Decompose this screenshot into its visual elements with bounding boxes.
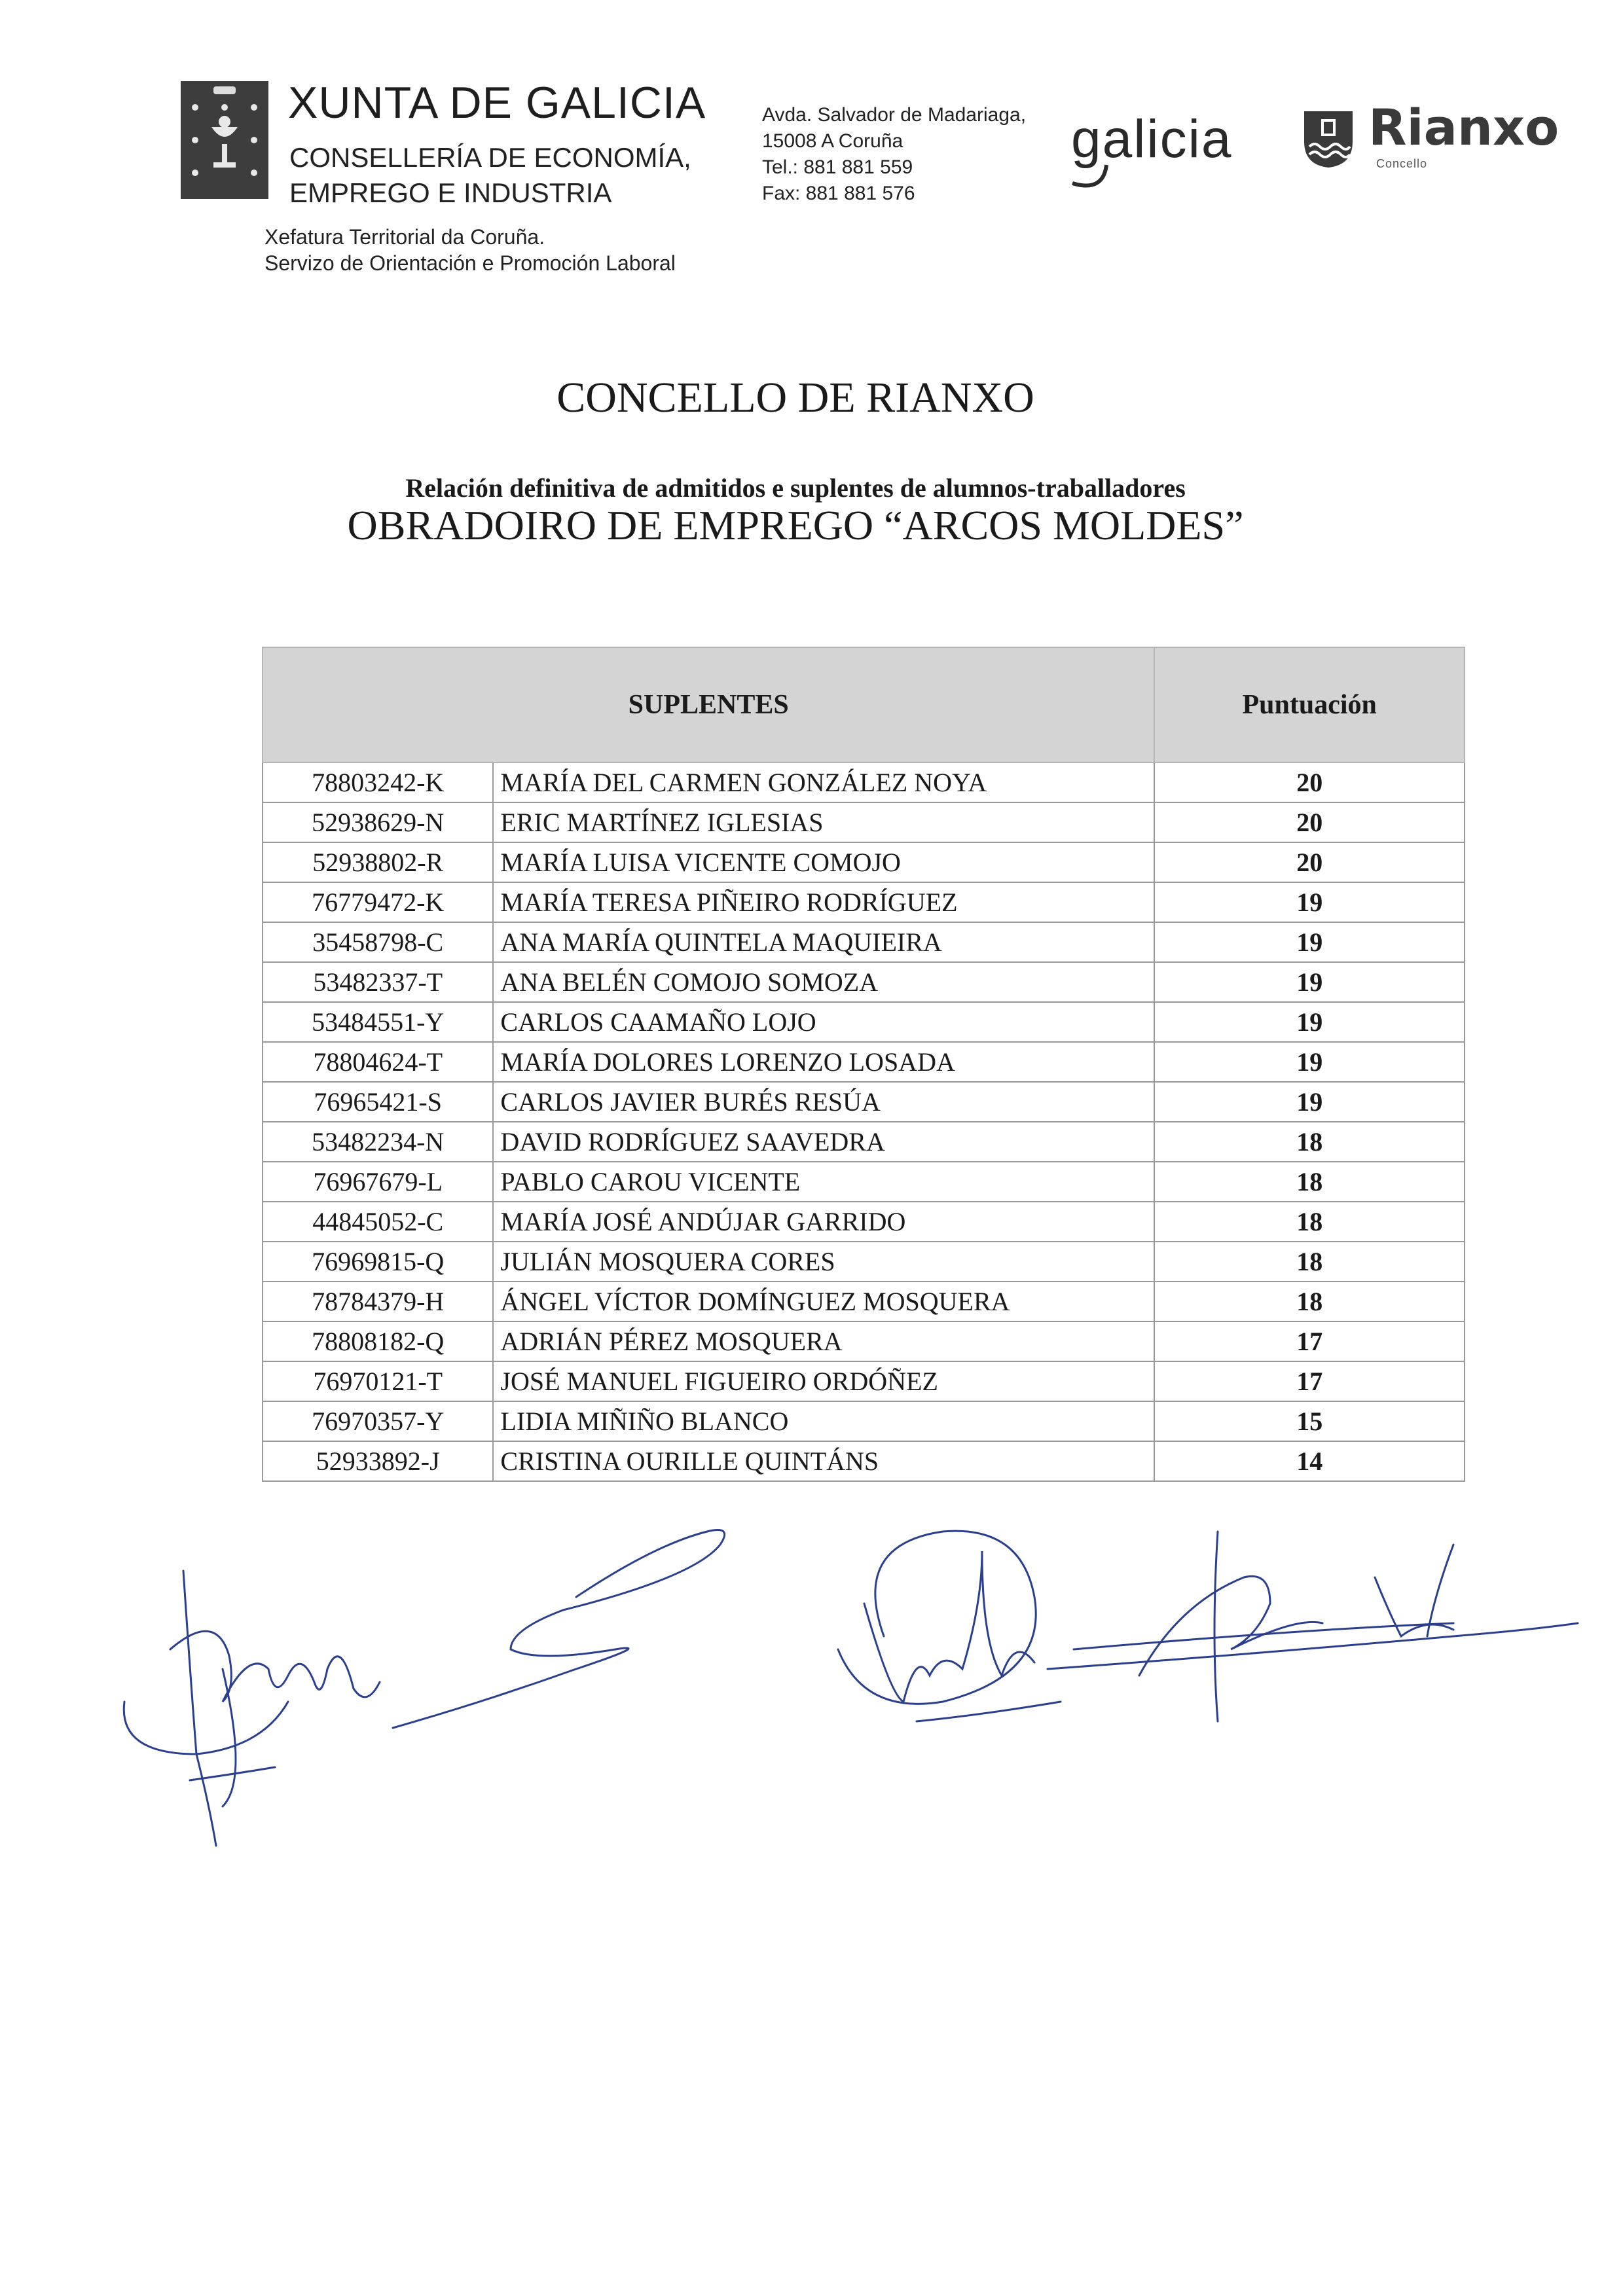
name-cell: CARLOS CAAMAÑO LOJO bbox=[493, 1002, 1154, 1042]
table-row bbox=[263, 1082, 1465, 1122]
score-cell: 17 bbox=[1154, 1321, 1465, 1361]
score-cell: 18 bbox=[1154, 1202, 1465, 1242]
name-cell: JOSÉ MANUEL FIGUEIRO ORDÓÑEZ bbox=[493, 1361, 1154, 1401]
dni-cell: 78803242-K bbox=[263, 762, 493, 802]
score-cell: 19 bbox=[1154, 922, 1465, 962]
signature-3 bbox=[838, 1531, 1061, 1721]
department-line: CONSELLERÍA DE ECONOMÍA, bbox=[289, 142, 691, 173]
name-cell: LIDIA MIÑIÑO BLANCO bbox=[493, 1401, 1154, 1441]
score-cell: 19 bbox=[1154, 962, 1465, 1002]
department-line: EMPREGO E INDUSTRIA bbox=[289, 177, 612, 208]
score-cell: 18 bbox=[1154, 1162, 1465, 1202]
signatures bbox=[118, 1505, 1584, 1872]
dni-cell: 52933892-J bbox=[263, 1441, 493, 1481]
rianxo-logo-sub: Concello bbox=[1376, 157, 1428, 170]
name-cell: ANA MARÍA QUINTELA MAQUIEIRA bbox=[493, 922, 1154, 962]
substitutes-table bbox=[262, 647, 1465, 1482]
table-row bbox=[263, 922, 1465, 962]
document-title: CONCELLO DE RIANXO bbox=[556, 374, 1034, 422]
table-row bbox=[263, 1002, 1465, 1042]
name-cell: ANA BELÉN COMOJO SOMOZA bbox=[493, 962, 1154, 1002]
table-row bbox=[263, 962, 1465, 1002]
rianxo-logo-name: Rianxo bbox=[1368, 98, 1559, 156]
dni-cell: 76965421-S bbox=[263, 1082, 493, 1122]
score-cell: 18 bbox=[1154, 1122, 1465, 1162]
name-cell: DAVID RODRÍGUEZ SAAVEDRA bbox=[493, 1122, 1154, 1162]
address-line: 15008 A Coruña bbox=[762, 130, 903, 152]
table-row bbox=[263, 1321, 1465, 1361]
name-cell: ADRIÁN PÉREZ MOSQUERA bbox=[493, 1321, 1154, 1361]
table-row bbox=[263, 1162, 1465, 1202]
dni-cell: 76969815-Q bbox=[263, 1242, 493, 1282]
dni-cell: 78784379-H bbox=[263, 1282, 493, 1321]
dni-cell: 76779472-K bbox=[263, 882, 493, 922]
table-row bbox=[263, 1042, 1465, 1082]
document-subtitle: Relación definitiva de admitidos e suplentes de alumnos-traballadores bbox=[405, 473, 1186, 503]
dni-cell: 44845052-C bbox=[263, 1202, 493, 1242]
dni-cell: 35458798-C bbox=[263, 922, 493, 962]
signature-2 bbox=[393, 1530, 725, 1729]
dni-cell: 53484551-Y bbox=[263, 1002, 493, 1042]
dni-cell: 76970121-T bbox=[263, 1361, 493, 1401]
score-cell: 19 bbox=[1154, 882, 1465, 922]
dni-cell: 52938629-N bbox=[263, 802, 493, 842]
dni-cell: 76970357-Y bbox=[263, 1401, 493, 1441]
dni-cell: 76967679-L bbox=[263, 1162, 493, 1202]
name-cell: PABLO CAROU VICENTE bbox=[493, 1162, 1154, 1202]
score-cell: 20 bbox=[1154, 842, 1465, 882]
table-header-row bbox=[263, 647, 1465, 762]
table-row bbox=[263, 1441, 1465, 1481]
program-name: OBRADOIRO DE EMPREGO “ARCOS MOLDES” bbox=[347, 502, 1244, 548]
signature-1 bbox=[124, 1571, 380, 1846]
table-row bbox=[263, 802, 1465, 842]
score-cell: 18 bbox=[1154, 1282, 1465, 1321]
rianxo-shield-icon bbox=[1302, 109, 1355, 169]
dni-cell: 52938802-R bbox=[263, 842, 493, 882]
dni-cell: 78804624-T bbox=[263, 1042, 493, 1082]
score-cell: 19 bbox=[1154, 1082, 1465, 1122]
name-cell: CRISTINA OURILLE QUINTÁNS bbox=[493, 1441, 1154, 1481]
name-cell: CARLOS JAVIER BURÉS RESÚA bbox=[493, 1082, 1154, 1122]
name-cell: MARÍA DOLORES LORENZO LOSADA bbox=[493, 1042, 1154, 1082]
dni-cell: 53482234-N bbox=[263, 1122, 493, 1162]
score-cell: 15 bbox=[1154, 1401, 1465, 1441]
name-cell: MARÍA LUISA VICENTE COMOJO bbox=[493, 842, 1154, 882]
dni-cell: 53482337-T bbox=[263, 962, 493, 1002]
name-cell: ÁNGEL VÍCTOR DOMÍNGUEZ MOSQUERA bbox=[493, 1282, 1154, 1321]
score-cell: 18 bbox=[1154, 1242, 1465, 1282]
xunta-emblem-icon bbox=[181, 81, 268, 199]
galicia-logo-hook-icon bbox=[1067, 164, 1113, 196]
address-line: Avda. Salvador de Madariaga, bbox=[762, 104, 1027, 126]
table-row bbox=[263, 1282, 1465, 1321]
header-score: Puntuación bbox=[1154, 647, 1465, 762]
table-row bbox=[263, 1202, 1465, 1242]
office-name bbox=[264, 224, 676, 276]
header-substitutes: SUPLENTES bbox=[263, 647, 1154, 762]
table-body bbox=[263, 762, 1465, 1481]
table-row bbox=[263, 1401, 1465, 1441]
department-name bbox=[289, 140, 691, 211]
name-cell: MARÍA JOSÉ ANDÚJAR GARRIDO bbox=[493, 1202, 1154, 1242]
table-row bbox=[263, 1361, 1465, 1401]
office-address bbox=[762, 102, 1026, 207]
signature-4 bbox=[1048, 1532, 1578, 1721]
dni-cell: 78808182-Q bbox=[263, 1321, 493, 1361]
name-cell: ERIC MARTÍNEZ IGLESIAS bbox=[493, 802, 1154, 842]
name-cell: MARÍA TERESA PIÑEIRO RODRÍGUEZ bbox=[493, 882, 1154, 922]
office-line: Xefatura Territorial da Coruña. bbox=[264, 225, 545, 249]
table-row bbox=[263, 842, 1465, 882]
table-row bbox=[263, 882, 1465, 922]
galicia-logo: galicia bbox=[1071, 109, 1233, 169]
address-line: Tel.: 881 881 559 bbox=[762, 156, 913, 178]
address-line: Fax: 881 881 576 bbox=[762, 183, 915, 204]
table-row bbox=[263, 1122, 1465, 1162]
name-cell: MARÍA DEL CARMEN GONZÁLEZ NOYA bbox=[493, 762, 1154, 802]
score-cell: 20 bbox=[1154, 802, 1465, 842]
table-row bbox=[263, 1242, 1465, 1282]
name-cell: JULIÁN MOSQUERA CORES bbox=[493, 1242, 1154, 1282]
office-line: Servizo de Orientación e Promoción Laboral bbox=[264, 251, 676, 275]
score-cell: 19 bbox=[1154, 1002, 1465, 1042]
score-cell: 20 bbox=[1154, 762, 1465, 802]
score-cell: 14 bbox=[1154, 1441, 1465, 1481]
score-cell: 19 bbox=[1154, 1042, 1465, 1082]
org-title: XUNTA DE GALICIA bbox=[288, 78, 706, 128]
score-cell: 17 bbox=[1154, 1361, 1465, 1401]
table-row bbox=[263, 762, 1465, 802]
